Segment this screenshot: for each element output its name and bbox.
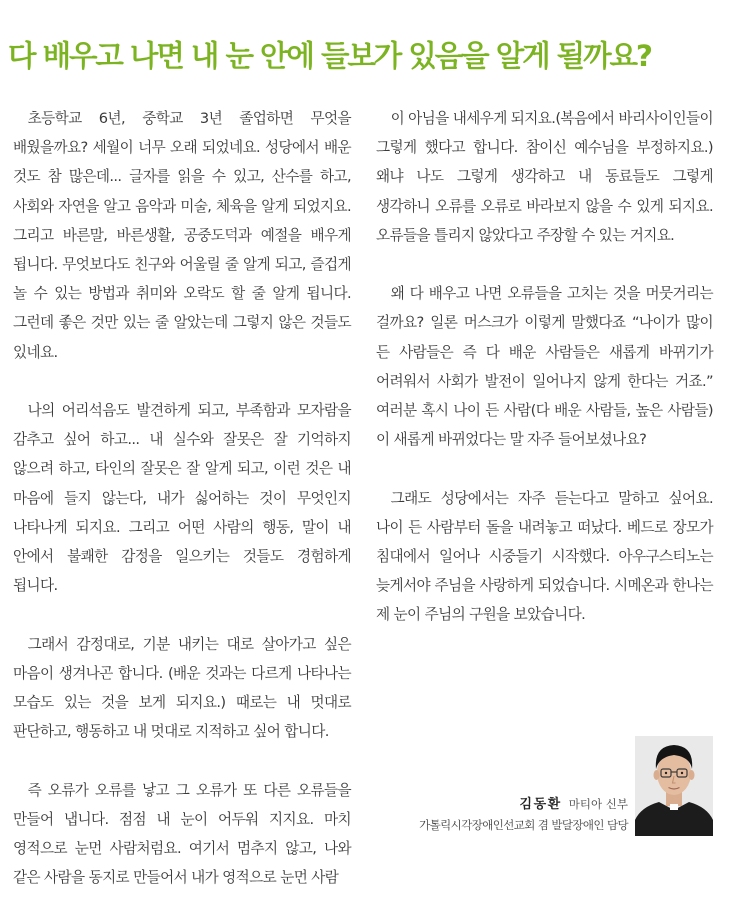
right-column (376, 104, 713, 659)
body-paragraph: 그래서 감정대로, 기분 내키는 대로 살아가고 싶은 마음이 생겨나곤 합니다. (배운 것과는 다르게 나타나는 모습도 있는 것을 보게 되지요.) 때로는 내 멋대로 판단하고, 행동하고 내 멋대로 지적하고 싶어 합니다. (13, 635, 351, 741)
body-paragraph: 왜 다 배우고 나면 오류들을 고치는 것을 머뭇거리는 걸까요? 일론 머스크가 이렇게 말했다죠 “나이가 많이 든 사람들은 즉 다 배운 사람들은 새롭게 바뀌기가 어려워서 사회가 발전이 일어나지 않게 한다는 거죠.” 여러분 혹시 나이 든 사람(다 배운 사람들, 높은 사람들)이 새롭게 바뀌었다는 말 자주 들어보셨나요? (376, 285, 713, 449)
author-photo (635, 736, 713, 836)
body-paragraph: 초등학교 6년, 중학교 3년 졸업하면 무엇을 배웠을까요? 세월이 너무 오래 되었네요. 성당에서 배운 것도 참 많은데... 글자를 읽을 수 있고, 산수를 하고, 사회와 자연을 알고 음악과 미술, 체육을 알게 되었지요. 그리고 바른말, 바른생활, 공중도덕과 예절을 배우게 됩니다. 무엇보다도 친구와 어울릴 줄 알게 되고, 즐겁게 놀 수 있는 방법과 취미와 오락도 할 줄 알게 됩니다. 그런데 좋은 것만 있는 줄 알았는데 그렇지 않은 것들도 있네요. (13, 110, 351, 361)
left-column (13, 104, 351, 922)
author-organization: 가톨릭시각장애인선교회 겸 발달장애인 담당 (419, 818, 628, 832)
body-paragraph: 이 아님을 내세우게 되지요.(복음에서 바리사이인들이 그렇게 했다고 합니다. 참이신 예수님을 부정하지요.) 왜냐 나도 그렇게 생각하고 내 동료들도 그렇게 생각하니 오류를 오류로 바라보지 않을 수 있게 되지요. 오류들을 틀리지 않았다고 주장할 수 있는 거지요. (376, 110, 713, 244)
body-paragraph: 즉 오류가 오류를 낳고 그 오류가 또 다른 오류들을 만들어 냅니다. 점점 내 눈이 어두워 지지요. 마치 영적으로 눈먼 사람처럼요. 여기서 멈추지 않고, 나와 같은 사람을 동지로 만들어서 내가 영적으로 눈먼 사람 (13, 781, 351, 887)
body-paragraph: 그래도 성당에서는 자주 듣는다고 말하고 싶어요. 나이 든 사람부터 돌을 내려놓고 떠났다. 베드로 장모가 침대에서 일어나 시중들기 시작했다. 아우구스티노는 늦게서야 주님을 사랑하게 되었습니다. 시메온과 한나는 제 눈이 주님의 구원을 보았습니다. (376, 489, 713, 624)
body-paragraph: 나의 어리석음도 발견하게 되고, 부족함과 모자람을 감추고 싶어 하고... 내 실수와 잘못은 잘 기억하지 않으려 하고, 타인의 잘못은 잘 알게 되고, 이런 것은 내 마음에 들지 않는다, 내가 싫어하는 것이 무엇인지 나타나게 되지요. 그리고 어떤 사람의 행동, 말이 내 안에서 불쾌한 감정을 일으키는 것들도 경험하게 됩니다. (13, 402, 351, 595)
author-role: 마티아 신부 (568, 797, 628, 811)
author-portrait-icon (635, 736, 713, 836)
article-title: 다 배우고 나면 내 눈 안에 들보가 있음을 알게 될까요? (8, 38, 651, 73)
author-byline (396, 792, 628, 836)
author-name: 김동환 (519, 797, 562, 812)
